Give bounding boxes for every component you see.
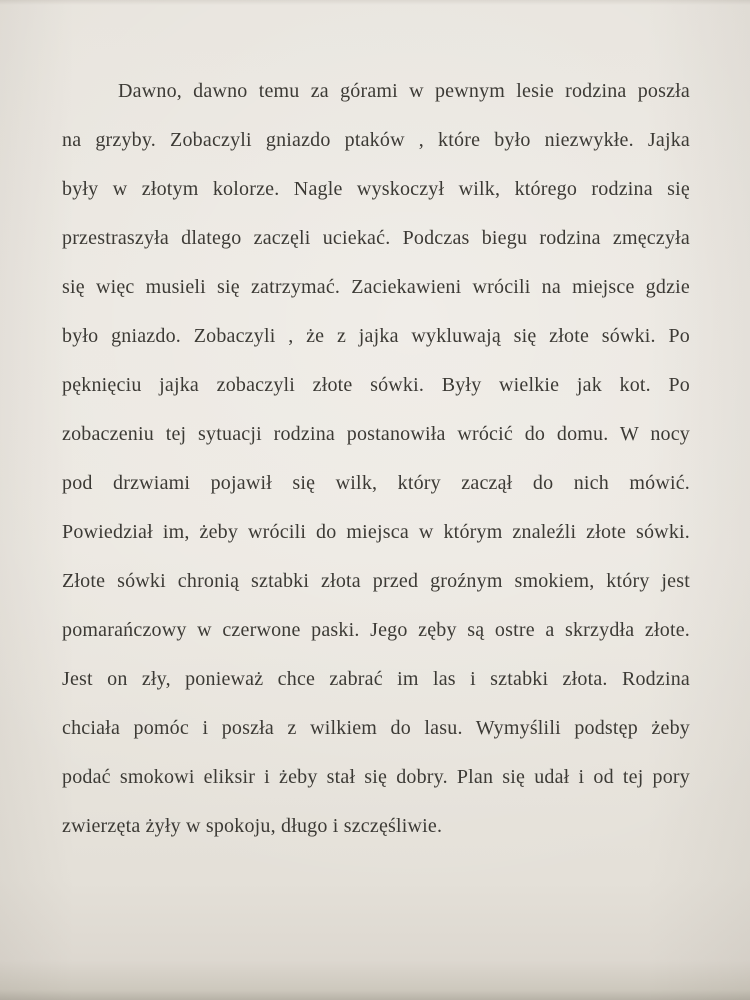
text-line: było gniazdo. Zobaczyli , że z jajka wykluwają się złote sówki. Po xyxy=(62,325,690,347)
text-line: pęknięciu jajka zobaczyli złote sówki. Były wielkie jak kot. Po xyxy=(62,374,690,396)
text-line: przestraszyła dlatego zaczęli uciekać. Podczas biegu rodzina zmęczyła xyxy=(62,227,690,249)
text-line: chciała pomóc i poszła z wilkiem do lasu. Wymyślili podstęp żeby xyxy=(62,717,690,739)
text-line: zobaczeniu tej sytuacji rodzina postanowiła wrócić do domu. W nocy xyxy=(62,423,690,445)
text-line: podać smokowi eliksir i żeby stał się dobry. Plan się udał i od tej pory xyxy=(62,766,690,788)
text-line: na grzyby. Zobaczyli gniazdo ptaków , które było niezwykłe. Jajka xyxy=(62,129,690,151)
text-line: Dawno, dawno temu za górami w pewnym lesie rodzina poszła xyxy=(118,80,690,102)
text-line: zwierzęta żyły w spokoju, długo i szczęśliwie. xyxy=(62,815,443,837)
text-line: się więc musieli się zatrzymać. Zaciekawieni wrócili na miejsce gdzie xyxy=(62,276,690,298)
text-line: Złote sówki chronią sztabki złota przed groźnym smokiem, który jest xyxy=(62,570,690,592)
story-text-block xyxy=(62,67,690,851)
text-line: pod drzwiami pojawił się wilk, który zaczął do nich mówić. xyxy=(62,472,690,494)
text-line: Jest on zły, ponieważ chce zabrać im las i sztabki złota. Rodzina xyxy=(62,668,690,690)
text-line: pomarańczowy w czerwone paski. Jego zęby są ostre a skrzydła złote. xyxy=(62,619,690,641)
text-line: Powiedział im, żeby wrócili do miejsca w którym znaleźli złote sówki. xyxy=(62,521,690,543)
text-line: były w złotym kolorze. Nagle wyskoczył wilk, którego rodzina się xyxy=(62,178,690,200)
